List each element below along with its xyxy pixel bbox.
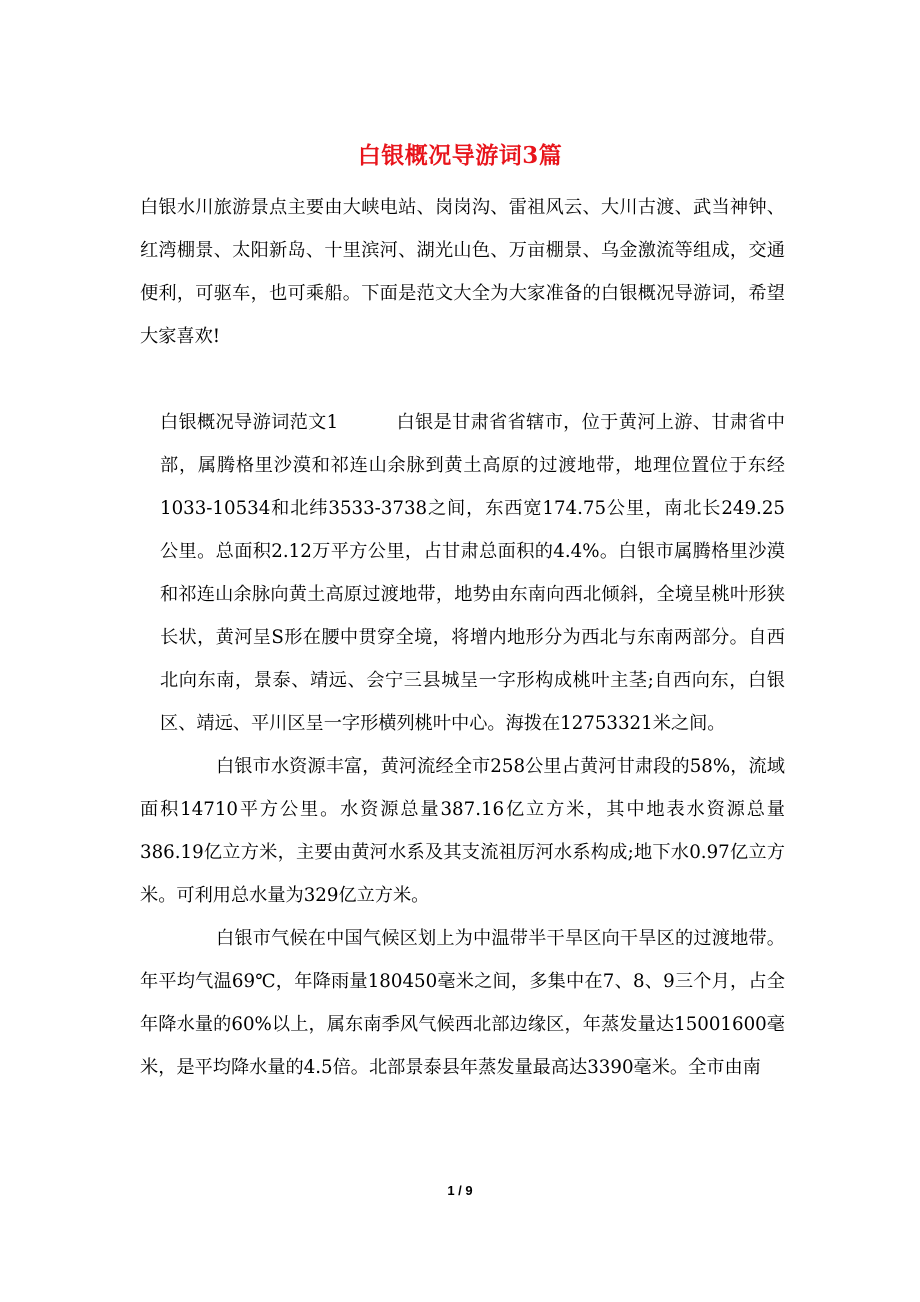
paragraph-climate: 白银市气候在中国气候区划上为中温带半干旱区向干旱区的过渡地带。年平均气温69℃，年降雨量180450毫米之间，多集中在7、8、9三个月，占全年降水量的60%以上，属东南季风气候西北部边缘区，年蒸发量达15001600毫米，是平均降水量的4.5倍。北部景泰县年蒸发量最高达3390毫米。全市由南 xyxy=(140,928,785,1078)
page-number: 1 / 9 xyxy=(447,1183,473,1198)
section-paragraph-geography xyxy=(140,401,785,745)
document-title: 白银概况导游词3篇 xyxy=(357,142,563,169)
section-text: 白银是甘肃省省辖市，位于黄河上游、甘肃省中部，属腾格里沙漠和祁连山余脉到黄土高原的过渡地带，地理位置位于东经1033-10534和北纬3533-3738之间，东西宽174.75公里，南北长249.25公里。总面积2.12万平方公里，占甘肃总面积的4.4%。白银市属腾格里沙漠和祁连山余脉向黄土高原过渡地带，地势由东南向西北倾斜，全境呈桃叶形狭长状，黄河呈S形在腰中贯穿全境，将增内地形分为西北与东南两部分。自西北向东南，景泰、靖远、会宁三县城呈一字形构成桃叶主茎;自西向东，白银区、靖远、平川区呈一字形横列桃叶中心。海拨在12753321米之间。 xyxy=(160,412,785,734)
intro-paragraph: 白银水川旅游景点主要由大峡电站、岗岗沟、雷祖风云、大川古渡、武当神钟、红湾棚景、太阳新岛、十里滨河、湖光山色、万亩棚景、乌金激流等组成，交通便利，可驱车，也可乘船。下面是范文大全为大家准备的白银概况导游词，希望大家喜欢! xyxy=(140,197,785,347)
document-body xyxy=(140,186,785,1089)
paragraph-water-resources: 白银市水资源丰富，黄河流经全市258公里占黄河甘肃段的58%，流域面积14710平方公里。水资源总量387.16亿立方米，其中地表水资源总量386.19亿立方米，主要由黄河水系及其支流祖厉河水系构成;地下水0.97亿立方米。可利用总水量为329亿立方米。 xyxy=(140,756,785,906)
section-label: 白银概况导游词范文1 xyxy=(160,412,339,433)
blank-line xyxy=(140,358,785,401)
